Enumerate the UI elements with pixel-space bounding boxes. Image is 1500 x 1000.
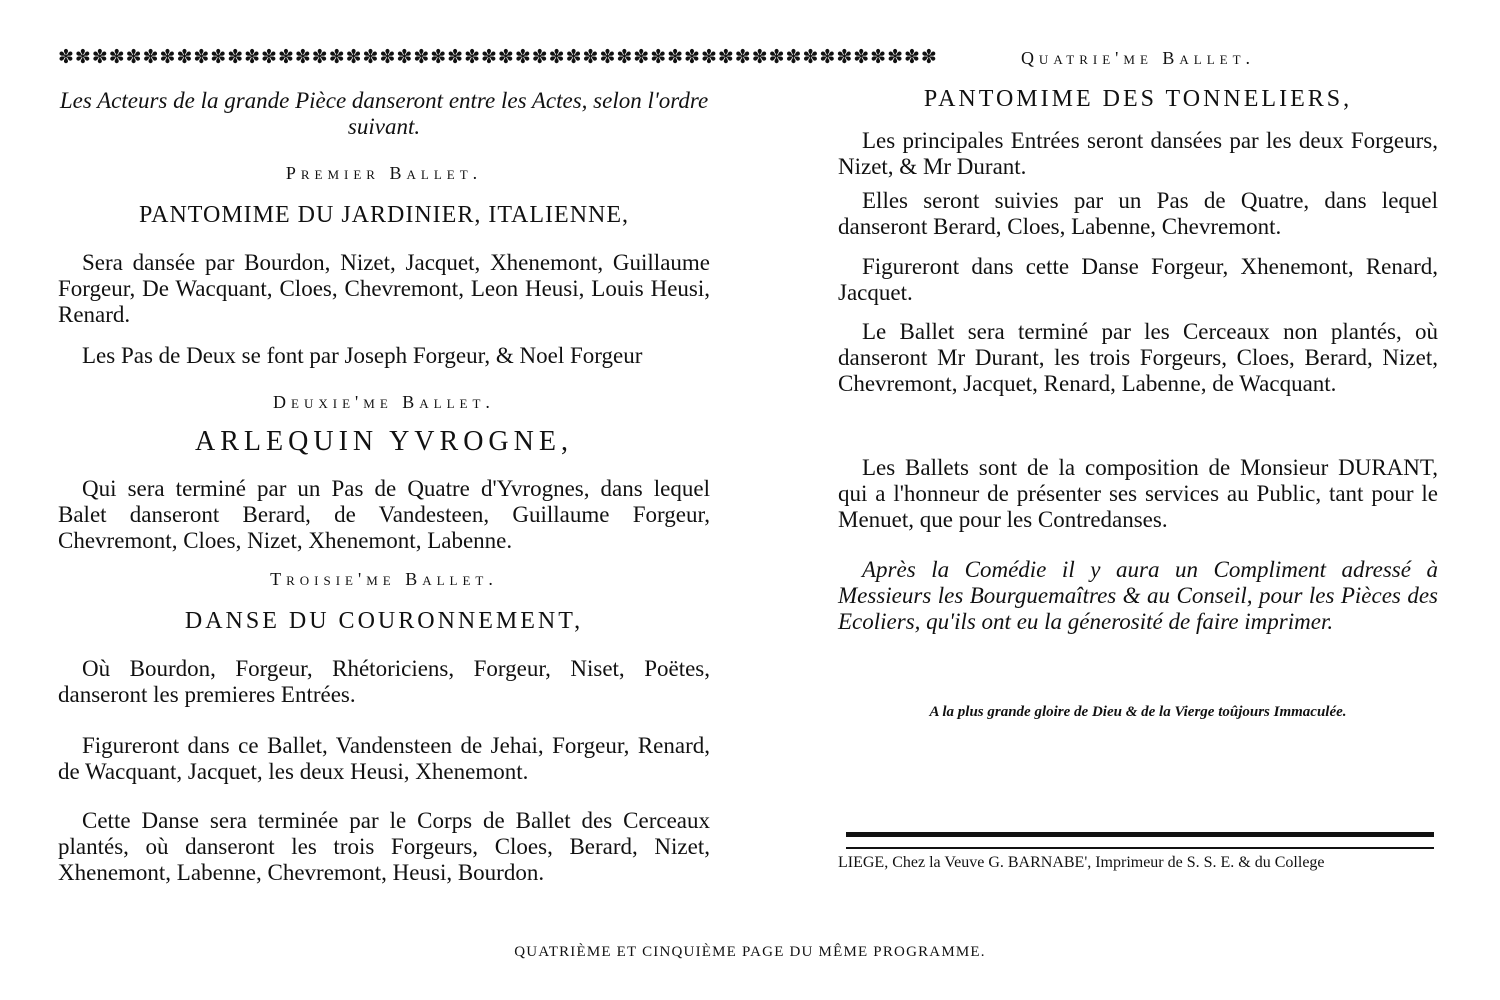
ballet2-text: Qui sera terminé par un Pas de Quatre d'Yvrognes, dans lequel Balet danseront Berard, de Vandesteen, Guillaume Forgeur, Chevremont, Cloes, Nizet, Xhenemont, Labenne. [58, 476, 710, 553]
ballet1-dancers: Sera dansée par Bourdon, Nizet, Jacquet, Xhenemont, Guillaume Forgeur, De Wacquant, Cloes, Chevremont, Leon Heusi, Louis Heusi, Renard. [58, 250, 710, 327]
intro-text: Les Acteurs de la grande Pièce danseront entre les Actes, selon l'ordre suivant. [59, 88, 709, 139]
ballet2-title: ARLEQUIN YVROGNE, [195, 426, 573, 457]
composition-note: Les Ballets sont de la composition de Monsieur DURANT, qui a l'honneur de présenter ses services au Public, tant pour le Menuet, que pour les Contredanses. [838, 455, 1438, 532]
ballet1-heading: Premier Ballet. [285, 163, 483, 183]
ballet3-entrees: Où Bourdon, Forgeur, Rhétoriciens, Forgeur, Niset, Poëtes, danseront les premieres Entrées. [58, 656, 710, 707]
double-rule-divider [846, 832, 1434, 849]
ballet3-finale: Cette Danse sera terminée par le Corps de Ballet des Cerceaux plantés, où danseront les trois Forgeurs, Cloes, Berard, Nizet, Xhenemont, Labenne, Chevremont, Heusi, Bourdon. [58, 808, 710, 885]
page-caption: QUATRIÈME ET CINQUIÈME PAGE DU MÊME PROGRAMME. [514, 944, 986, 960]
ballet4-entrees: Les principales Entrées seront dansées par les deux Forgeurs, Nizet, & Mr Durant. [838, 128, 1438, 179]
compliment-note: Après la Comédie il y aura un Compliment adressé à Messieurs les Bourguemaîtres & au Conseil, pour les Pièces des Ecoliers, qu'ils ont eu la génerosité de faire imprimer. [838, 557, 1438, 634]
ballet4-pas-de-quatre: Elles seront suivies par un Pas de Quatre, dans lequel danseront Berard, Cloes, Labenne, Chevremont. [838, 188, 1438, 239]
ballet3-title: DANSE DU COURONNEMENT, [184, 608, 584, 634]
ballet4-figurants: Figureront dans cette Danse Forgeur, Xhenemont, Renard, Jacquet. [838, 254, 1438, 305]
ballet2-heading: Deuxie'me Ballet. [273, 392, 495, 412]
ballet1-pas-de-deux: Les Pas de Deux se font par Joseph Forgeur, & Noel Forgeur [82, 343, 643, 368]
ballet3-heading: Troisie'me Ballet. [270, 569, 498, 589]
ballet4-title: PANTOMIME DES TONNELIERS, [923, 86, 1353, 112]
ornamental-border: ✽✽✽✽✽✽✽✽✽✽✽✽✽✽✽✽✽✽✽✽✽✽✽✽✽✽✽✽✽✽✽✽✽✽✽✽✽✽✽✽✽✽✽✽✽✽✽✽✽✽✽✽ [58, 47, 938, 68]
gloire-line: A la plus grande gloire de Dieu & de la Vierge toûjours Immaculée. [929, 704, 1347, 720]
printer-imprint: LIEGE, Chez la Veuve G. BARNABE', Imprimeur de S. S. E. & du College [838, 854, 1325, 871]
ballet1-title: PANTOMIME DU JARDINIER, ITALIENNE, [138, 202, 630, 228]
ballet4-finale: Le Ballet sera terminé par les Cerceaux non plantés, où danseront Mr Durant, les trois Forgeurs, Cloes, Berard, Nizet, Chevremont, Jacquet, Renard, Labenne, de Wacquant. [838, 319, 1438, 396]
ballet4-heading: Quatrie'me Ballet. [1020, 48, 1256, 68]
ballet3-figurants: Figureront dans ce Ballet, Vandensteen de Jehai, Forgeur, Renard, de Wacquant, Jacquet, les deux Heusi, Xhenemont. [58, 733, 710, 784]
